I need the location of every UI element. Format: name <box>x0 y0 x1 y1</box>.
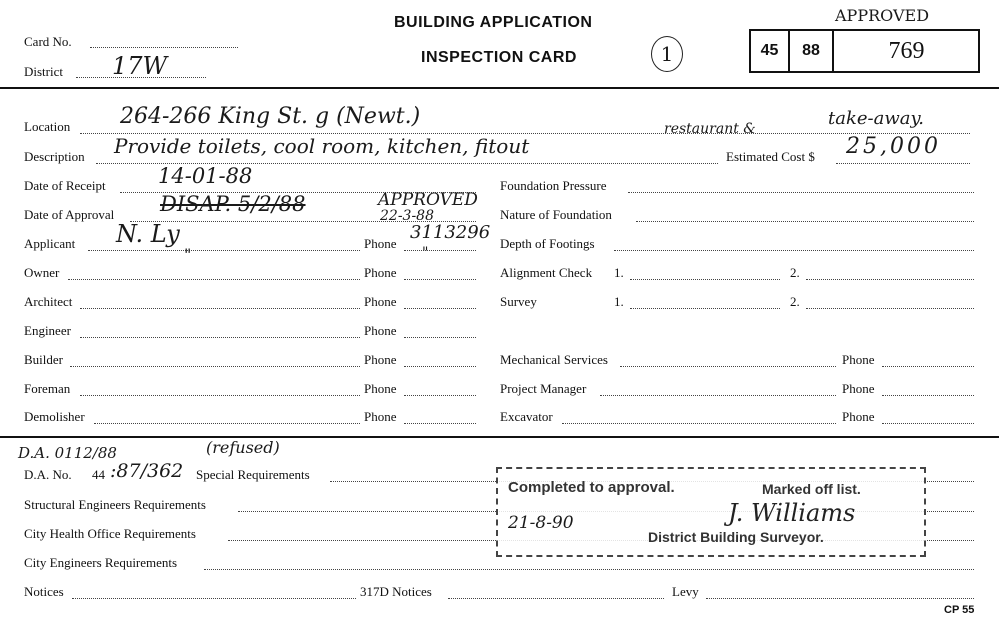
circled-number-text: 1 <box>660 42 674 66</box>
phone-ditto: " <box>422 245 429 261</box>
builder-phone-label: Phone <box>364 352 397 367</box>
da-handwritten-note: D.A. 0112/88 <box>18 444 117 462</box>
approved-note: APPROVED <box>835 6 930 25</box>
district-label: District <box>24 64 63 79</box>
stamp-signature: J. Williams <box>728 499 856 527</box>
number-box-b: 88 <box>790 31 834 71</box>
engineer-phone-line <box>404 337 476 338</box>
mechanical-phone-label: Phone <box>842 352 875 367</box>
architect-label: Architect <box>24 294 73 309</box>
notices-317d-line <box>448 598 664 599</box>
approval-note-date: 22-3-88 <box>380 208 434 224</box>
notices-label: Notices <box>24 584 64 599</box>
stamp-date: 21-8-90 <box>508 513 574 533</box>
date-of-receipt-value: 14-01-88 <box>158 164 253 188</box>
levy-line <box>706 598 974 599</box>
description-value: Provide toilets, cool room, kitchen, fitout <box>114 134 530 158</box>
survey-label: Survey <box>500 294 537 309</box>
nature-of-foundation-line <box>636 221 974 222</box>
special-requirements-label: Special Requirements <box>196 467 310 482</box>
card-no-line <box>90 47 238 48</box>
date-of-approval-label: Date of Approval <box>24 207 115 222</box>
builder-label: Builder <box>24 352 63 367</box>
description-label: Description <box>24 149 85 164</box>
date-of-receipt-label: Date of Receipt <box>24 178 106 193</box>
estimated-cost-value: 25,000 <box>846 134 941 159</box>
mechanical-services-line <box>620 366 836 367</box>
header-rule <box>0 87 999 89</box>
nature-of-foundation-label: Nature of Foundation <box>500 207 612 222</box>
applicant-phone-label: Phone <box>364 236 397 251</box>
approval-note: APPROVED <box>378 190 478 210</box>
city-health-label: City Health Office Requirements <box>24 526 196 541</box>
foreman-phone-line <box>404 395 476 396</box>
foundation-pressure-line <box>628 192 974 193</box>
number-boxes <box>749 29 980 73</box>
city-engineers-label: City Engineers Requirements <box>24 555 178 570</box>
applicant-phone-line <box>404 250 476 251</box>
engineer-line <box>80 337 360 338</box>
excavator-phone-line <box>882 423 974 424</box>
stamp-line-1b: Marked off list. <box>762 481 861 497</box>
foundation-pressure-label: Foundation Pressure <box>500 178 607 193</box>
alignment-check-label: Alignment Check <box>500 265 593 280</box>
circled-number <box>651 36 683 72</box>
owner-phone-line <box>404 279 476 280</box>
da-no-prefix: 44 <box>92 467 105 482</box>
applicant-value: N. Ly <box>116 220 180 248</box>
foreman-line <box>80 395 360 396</box>
notices-line <box>72 598 356 599</box>
stamp-line-2: District Building Surveyor. <box>648 529 824 545</box>
date-of-approval-value: DISAP. 5/2/88 <box>160 192 306 216</box>
number-box-a: 45 <box>751 31 790 71</box>
project-manager-label: Project Manager <box>500 381 587 396</box>
project-manager-phone-label: Phone <box>842 381 875 396</box>
depth-of-footings-label: Depth of Footings <box>500 236 595 251</box>
applicant-label: Applicant <box>24 236 76 251</box>
levy-label: Levy <box>672 584 699 599</box>
card-no-label: Card No. <box>24 34 72 49</box>
owner-phone-label: Phone <box>364 265 397 280</box>
engineer-phone-label: Phone <box>364 323 397 338</box>
location-extra: take-away. <box>828 108 924 129</box>
demolisher-line <box>94 423 360 424</box>
survey-num-1: 1. <box>614 294 624 309</box>
completion-stamp <box>496 467 926 557</box>
notices-317d-label: 317D Notices <box>360 584 432 599</box>
project-manager-line <box>600 395 836 396</box>
architect-line <box>80 308 360 309</box>
survey-num-2: 2. <box>790 294 800 309</box>
alignment-check-line-2 <box>806 279 974 280</box>
depth-of-footings-line <box>614 250 974 251</box>
stamp-line-1: Completed to approval. <box>508 479 675 496</box>
da-no-label: D.A. No. <box>24 467 72 482</box>
mechanical-services-label: Mechanical Services <box>500 352 608 367</box>
estimated-cost-label: Estimated Cost $ <box>726 149 815 164</box>
form-code: CP 55 <box>944 604 975 616</box>
foreman-phone-label: Phone <box>364 381 397 396</box>
description-extra: restaurant & <box>664 121 756 137</box>
mechanical-phone-line <box>882 366 974 367</box>
excavator-line <box>562 423 836 424</box>
district-value: 17W <box>112 52 168 80</box>
middle-rule <box>0 436 999 438</box>
alignment-check-num-2: 2. <box>790 265 800 280</box>
engineer-label: Engineer <box>24 323 71 338</box>
survey-line-1 <box>630 308 780 309</box>
applicant-phone-value: 3113296 <box>410 222 491 243</box>
estimated-cost-line <box>836 163 970 164</box>
builder-phone-line <box>404 366 476 367</box>
form-title: BUILDING APPLICATION <box>394 14 593 31</box>
excavator-label: Excavator <box>500 409 553 424</box>
form-subtitle: INSPECTION CARD <box>421 49 577 66</box>
location-value: 264-266 King St. g (Newt.) <box>120 104 421 129</box>
architect-phone-line <box>404 308 476 309</box>
structural-label: Structural Engineers Requirements <box>24 497 206 512</box>
number-box-c: 769 <box>888 38 925 64</box>
demolisher-phone-label: Phone <box>364 409 397 424</box>
project-manager-phone-line <box>882 395 974 396</box>
alignment-check-num-1: 1. <box>614 265 624 280</box>
foreman-label: Foreman <box>24 381 71 396</box>
excavator-phone-label: Phone <box>842 409 875 424</box>
refused-note: (refused) <box>206 438 280 457</box>
owner-line <box>68 279 360 280</box>
applicant-ditto: " <box>184 245 192 264</box>
survey-line-2 <box>806 308 974 309</box>
demolisher-label: Demolisher <box>24 409 85 424</box>
da-no-value: :87/362 <box>110 460 184 482</box>
owner-label: Owner <box>24 265 60 280</box>
builder-line <box>70 366 360 367</box>
alignment-check-line-1 <box>630 279 780 280</box>
architect-phone-label: Phone <box>364 294 397 309</box>
applicant-line <box>88 250 360 251</box>
city-engineers-line <box>204 569 974 570</box>
demolisher-phone-line <box>404 423 476 424</box>
location-label: Location <box>24 119 71 134</box>
